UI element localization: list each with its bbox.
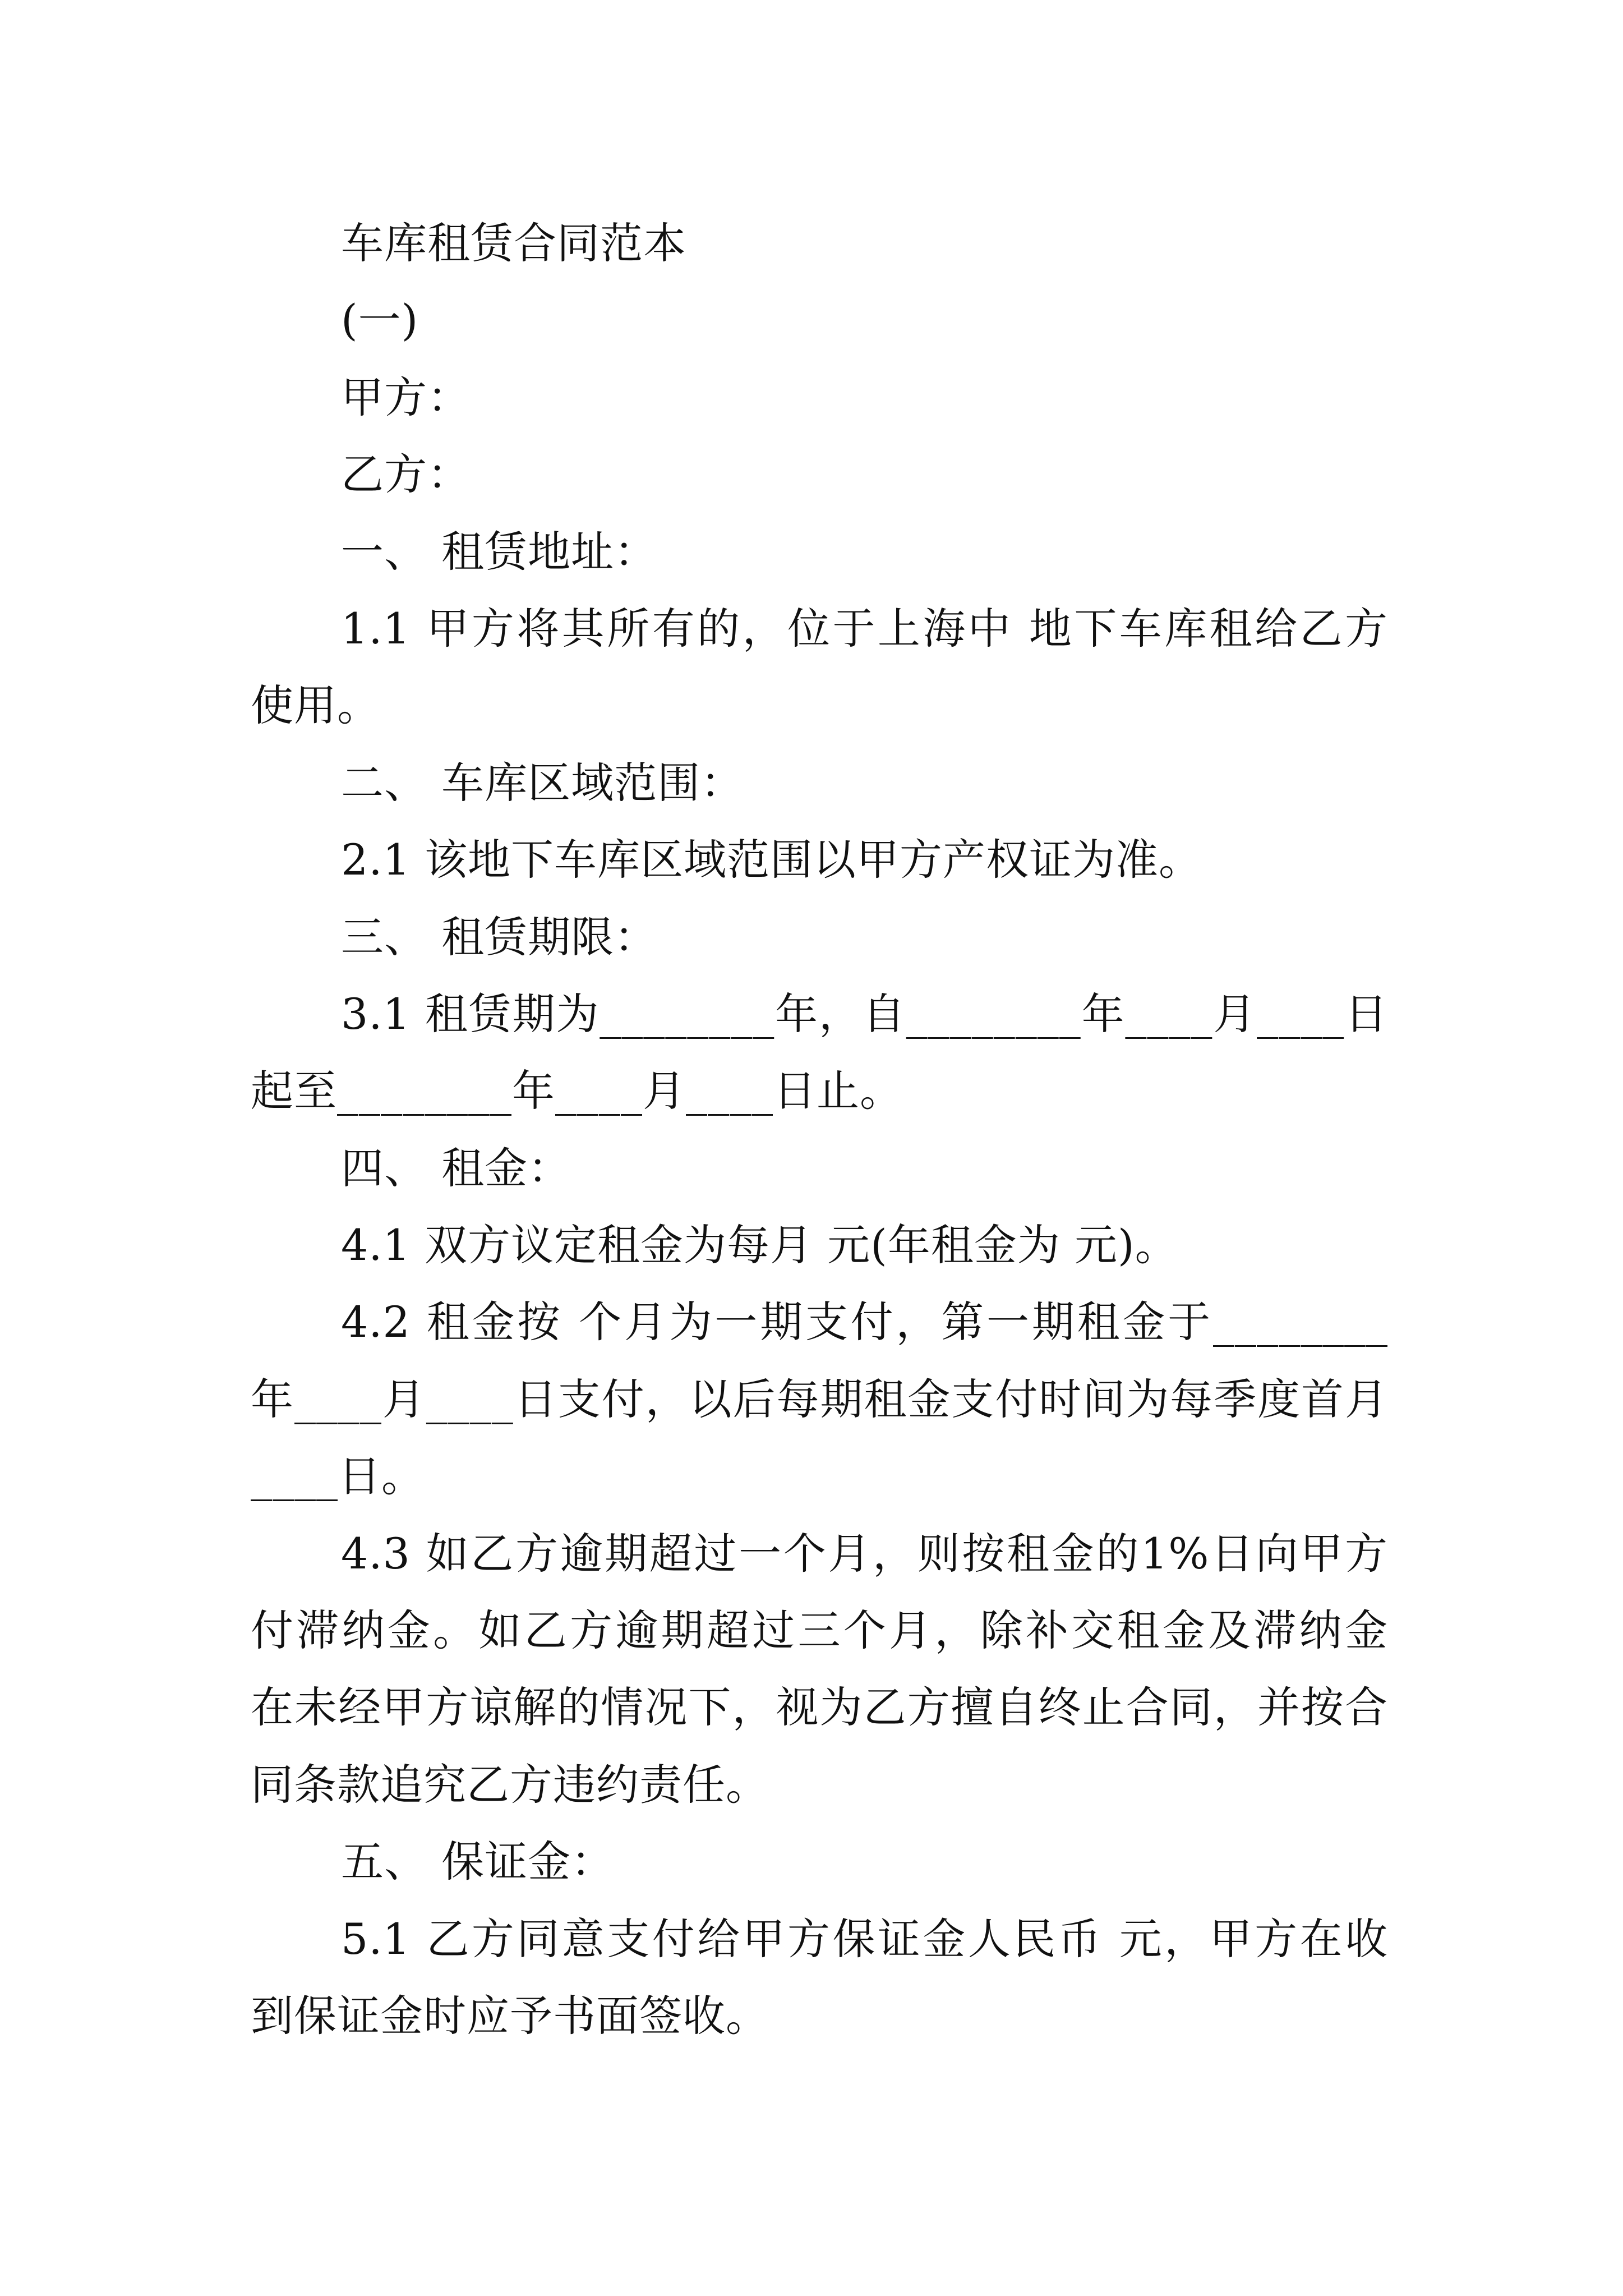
clause-4-1 [251, 1207, 1388, 1283]
section-garage-area [251, 744, 1388, 899]
clause-line: 5.1 乙方同意支付给甲方保证金人民币 元，甲方在收 [341, 1913, 1388, 1964]
section-rent [251, 1130, 1388, 1824]
clause-line: 到保证金时应予书面签收。 [251, 1990, 769, 2041]
party-a-label: 甲方： [341, 372, 471, 422]
clause-3-1 [251, 976, 1388, 1130]
section-lease-address [251, 513, 1388, 744]
clause-line: 在未经甲方谅解的情况下，视为乙方擅自终止合同，并按合 [251, 1682, 1388, 1733]
party-b-label: 乙方： [341, 449, 471, 500]
section-heading: 三、 租赁期限： [341, 912, 658, 962]
section-heading: 二、 车库区域范围： [341, 757, 744, 808]
document-title: 车库租赁合同范本 [341, 218, 686, 268]
clause-4-2 [251, 1283, 1388, 1515]
clause-line: 1.1 甲方将其所有的，位于上海中 地下车库租给乙方 [341, 603, 1388, 654]
section-deposit [251, 1823, 1388, 2054]
clause-line: 起至________年____月____日止。 [251, 1066, 903, 1116]
clause-line: 付滞纳金。如乙方逾期超过三个月，除补交租金及滞纳金 [251, 1605, 1388, 1656]
clause-2-1 [251, 821, 1388, 898]
clause-line: 4.1 双方议定租金为每月 元(年租金为 元)。 [341, 1220, 1178, 1271]
clause-line: ____日。 [251, 1451, 425, 1502]
part-marker: (一) [341, 295, 419, 346]
clause-1-1 [251, 590, 1388, 744]
clause-5-1 [251, 1901, 1388, 2055]
clause-line: 同条款追究乙方违约责任。 [251, 1759, 769, 1810]
section-lease-term [251, 899, 1388, 1130]
clause-line: 4.2 租金按 个月为一期支付，第一期租金于________ [341, 1297, 1388, 1347]
clause-line: 3.1 租赁期为________年，自________年____月____日 [341, 988, 1388, 1039]
clause-line: 2.1 该地下车库区域范围以甲方产权证为准。 [341, 835, 1202, 885]
section-heading: 四、 租金： [341, 1143, 571, 1193]
clause-line: 年____月____日支付，以后每期租金支付时间为每季度首月 [251, 1374, 1388, 1424]
clause-line: 4.3 如乙方逾期超过一个月，则按租金的1%日向甲方 [341, 1528, 1388, 1579]
section-heading: 一、 租赁地址： [341, 526, 658, 577]
section-heading: 五、 保证金： [341, 1837, 615, 1887]
clause-line: 使用。 [251, 680, 380, 731]
document-body [251, 205, 1388, 2054]
clause-4-3 [251, 1515, 1388, 1824]
